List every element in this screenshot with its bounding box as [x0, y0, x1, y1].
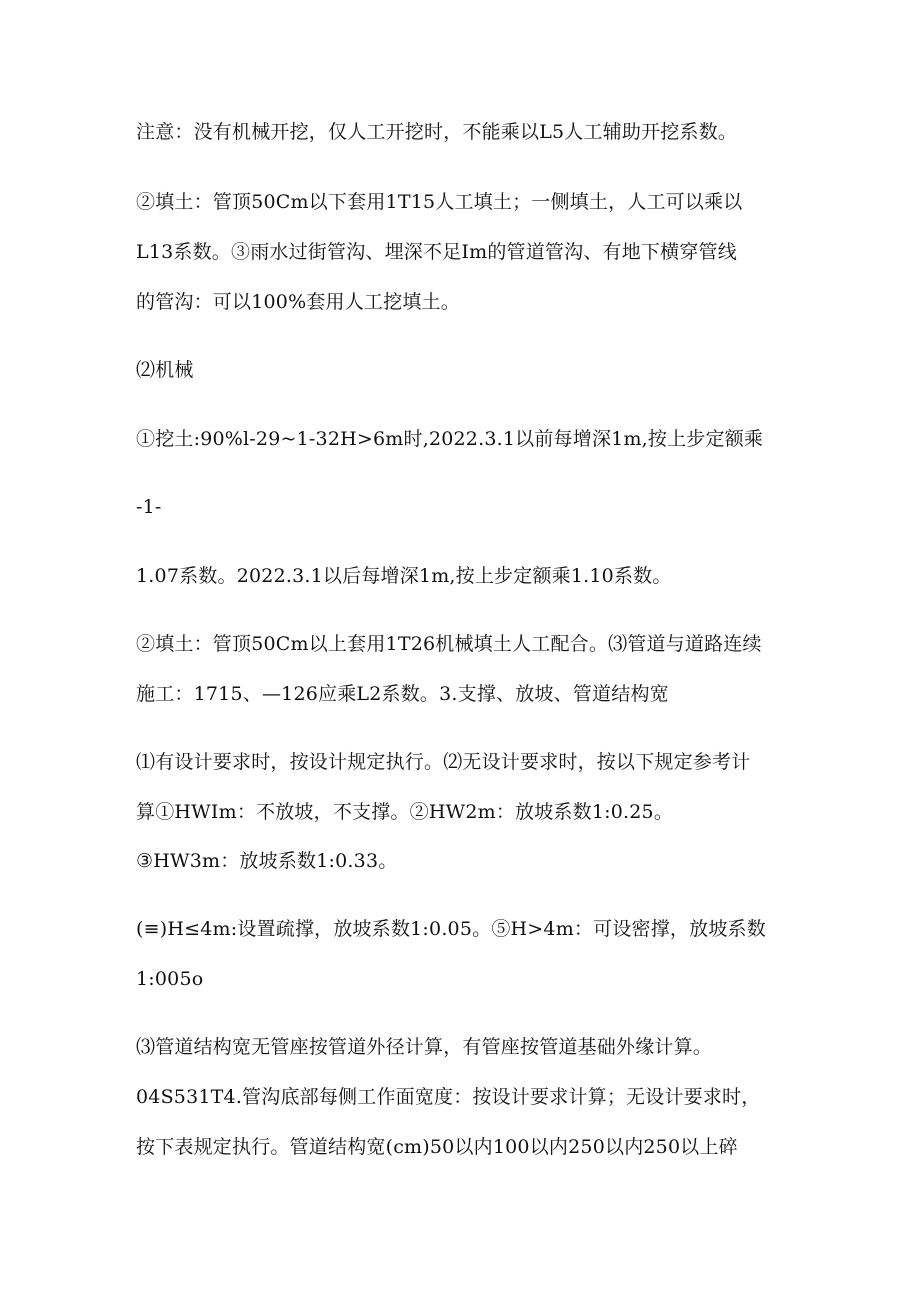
- text-line: 的管沟：可以100%套用人工挖填土。: [136, 291, 460, 313]
- text-line: ②填土：管顶50Cm以下套用1T15人工填土；一侧填土，人工可以乘以: [136, 191, 743, 213]
- text-line: 04S531T4.管沟底部每侧工作面宽度：按设计要求计算；无设计要求时，: [136, 1086, 761, 1108]
- text-line: 按下表规定执行。管道结构宽(cm)50以内100以内250以内250以上碎: [136, 1136, 738, 1158]
- text-line: 1:005o: [136, 968, 204, 990]
- text-line: L13系数。③雨水过街管沟、埋深不足Im的管道管沟、有地下横穿管线: [136, 241, 737, 263]
- text-line: 1.07系数。2022.3.1以后每增深1m,按上步定额乘1.10系数。: [136, 565, 672, 587]
- text-line: ⑶管道结构宽无管座按管道外径计算，有管座按管道基础外缘计算。: [136, 1036, 713, 1058]
- text-line: 施工：1715、—126应乘L2系数。3.支撑、放坡、管道结构宽: [136, 683, 669, 705]
- text-line: 算①HWIm：不放坡，不支撑。②HW2m：放坡系数1:0.25。: [136, 801, 674, 823]
- text-line: (≡)H≤4m:设置疏撑，放坡系数1:0.05。⑤H>4m：可设密撑，放坡系数: [136, 918, 766, 940]
- text-line: ⑴有设计要求时，按设计规定执行。⑵无设计要求时，按以下规定参考计: [136, 751, 751, 773]
- text-line: ③HW3m：放坡系数1:0.33。: [136, 850, 398, 872]
- page-number: -1-: [136, 496, 162, 518]
- text-line: ①挖土:90%l-29~1-32H>6m时,2022.3.1以前每增深1m,按上步定额乘: [136, 428, 764, 450]
- text-line: 注意：没有机械开挖，仅人工开挖时，不能乘以L5人工辅助开挖系数。: [136, 121, 738, 143]
- section-heading: ⑵机械: [136, 359, 194, 381]
- text-line: ②填土：管顶50Cm以上套用1T26机械填土人工配合。⑶管道与道路连续: [136, 633, 762, 655]
